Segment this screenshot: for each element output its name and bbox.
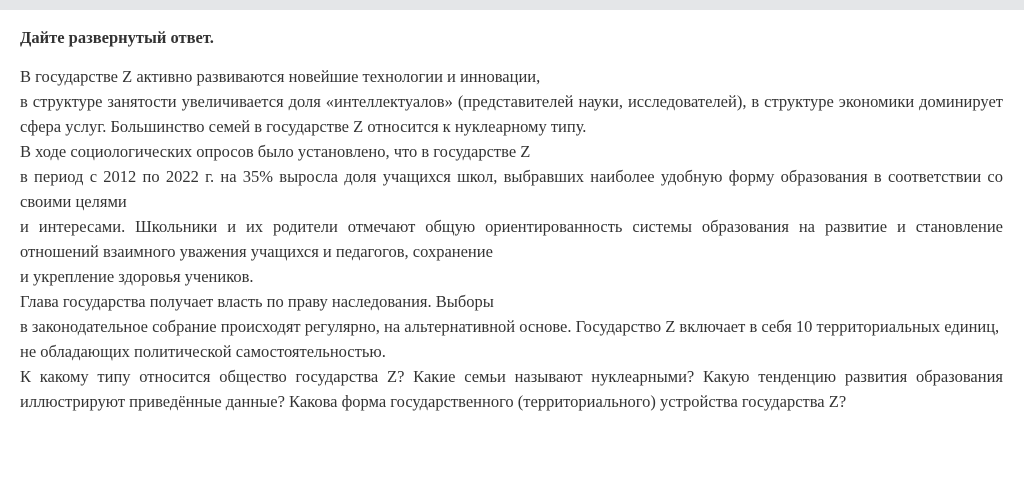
task-paragraph: в законодательное собрание происходят регулярно, на альтернативной основе. Государство Z включает в себя 10 территориальных единиц, <box>20 317 1000 336</box>
task-paragraph: Глава государства получает власть по праву наследования. Выборы <box>20 292 494 311</box>
task-question: К какому типу относится общество государства Z? Какие семьи называют нуклеарными? Какую тенденцию развития образования иллюстрируют приведённые данные? Какова форма государственного (территориального) устройства государства Z? <box>20 367 1003 411</box>
top-bar <box>0 0 1024 10</box>
task-content <box>20 27 1003 414</box>
task-paragraph: не обладающих политической самостоятельностью. <box>20 342 386 361</box>
task-heading: Дайте развернутый ответ. <box>20 28 214 47</box>
task-paragraph: в период с 2012 по 2022 г. на 35% выросла доля учащихся школ, выбравших наиболее удобную форму образования в соответствии со своими целями <box>20 167 1003 211</box>
task-paragraph: и интересами. Школьники и их родители отмечают общую ориентированность системы образования на развитие и становление отношений взаимного уважения учащихся и педагогов, сохранение <box>20 217 1003 261</box>
task-paragraph: и укрепление здоровья учеников. <box>20 267 254 286</box>
task-paragraph: в структуре занятости увеличивается доля «интеллектуалов» (представителей науки, исследователей), в структуре экономики доминирует сфера услуг. Большинство семей в государстве Z относится к нуклеарному типу. <box>20 92 1003 136</box>
task-paragraph: В ходе социологических опросов было установлено, что в государстве Z <box>20 142 531 161</box>
task-paragraph: В государстве Z активно развиваются новейшие технологии и инновации, <box>20 67 541 86</box>
